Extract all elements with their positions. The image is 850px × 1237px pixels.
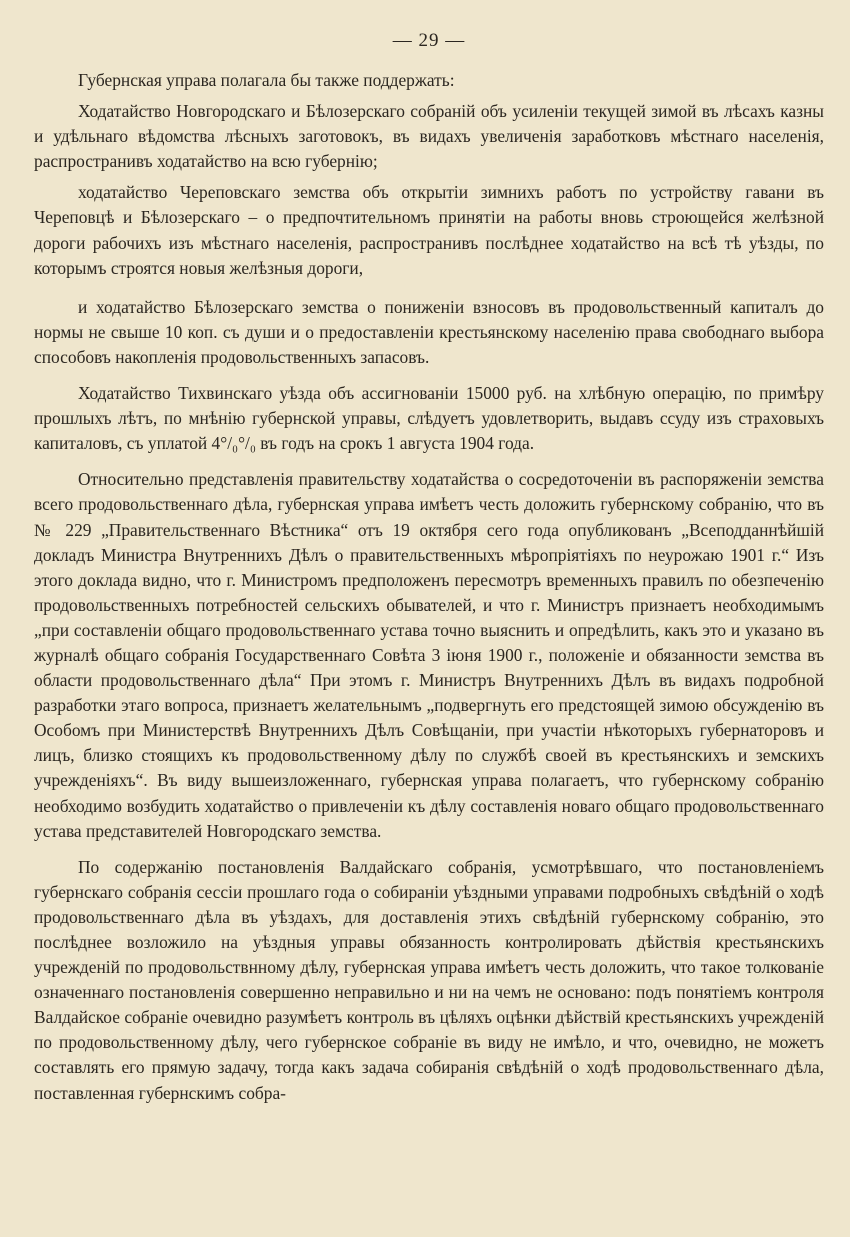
paragraph-novgorod-petition: Ходатайство Новгородскаго и Бѣлозерскаго собраній объ усиленіи текущей зимой въ лѣсахъ казны и удѣльнаго вѣдомства лѣсныхъ заготовокъ, въ видахъ увеличенія заработковъ мѣстнаго населенія, распространивъ ходатайство на всю губернію; bbox=[34, 101, 824, 172]
paragraph-belozersk-petition: и ходатайство Бѣлозерскаго земства о пониженіи взносовъ въ продовольственный капиталъ до нормы не свыше 10 коп. съ души и о предоставленіи крестьянскому населенію права свободнаго выбора способовъ накопленія продовольственныхъ запасовъ. bbox=[34, 296, 824, 367]
paragraph-intro: Губернская управа полагала бы также поддержать: bbox=[78, 70, 455, 90]
paragraph-valdai-resolution: По содержанію постановленія Валдайскаго собранія, усмотрѣвшаго, что постановленіемъ губернскаго собранія сессіи прошлаго года о собираніи уѣздными управами подробныхъ свѣдѣній о ходѣ продовольственнаго дѣла въ уѣздахъ, для доставленія этихъ свѣдѣній губернскому собранію, это послѣднее возложило на уѣздныя управы обязанность контролировать дѣйствія крестьянскихъ учрежденій по продовольствнному дѣлу, губернская управа имѣетъ честь доложить, что такое толкованіе означеннаго постановленія совершенно неправильно и ни на чемъ не основано: подъ понятіемъ контроля Валдайское собраніе очевидно разумѣетъ контроль въ цѣляхъ оцѣнки дѣйствій крестьянскихъ учрежденій по продовольственному дѣлу, чего губернское собраніе въ виду не имѣло, и что, очевидно, не можетъ составлять его прямую задачу, тогда какъ задача собиранія свѣдѣній о ходѣ продовольственнаго дѣла, поставленная губернскимъ собра- bbox=[34, 856, 824, 1103]
paragraph-cherepovets-petition: ходатайство Череповскаго земства объ открытіи зимнихъ работъ по устройству гавани въ Череповцѣ и Бѣлозерскаго – о предпочтительномъ принятіи на работы вновь строющейся желѣзной дороги рабочихъ изъ мѣстнаго населенія, распространивъ послѣднее ходатайство на всѣ тѣ уѣзды, по которымъ строятся новыя желѣзныя дороги, bbox=[34, 182, 824, 278]
paragraph-food-supply-petition: Относительно представленія правительству ходатайства о сосредоточеніи въ распоряженіи земства всего продовольственнаго дѣла, губернская управа имѣетъ честь доложить губернскому собранію, что въ № 229 „Правительственнаго Вѣстника“ отъ 19 октября сего года опубликованъ „Всеподданнѣйшій докладъ Министра Внутреннихъ Дѣлъ о правительственныхъ мѣропріятіяхъ по неурожаю 1901 г.“ Изъ этого доклада видно, что г. Министромъ предположенъ пересмотръ временныхъ правилъ по обезпеченію продовольственныхъ потребностей сельскихъ обывателей, и что г. Министръ признаетъ необходимымъ „при составленіи общаго продовольственнаго устава точно выяснить и опредѣлить, какъ это и указано въ журналѣ общаго собранія Государственнаго Совѣта 3 іюня 1900 г., положеніе и обязанности земства въ области продовольственнаго дѣла“ При этомъ г. Министръ Внутреннихъ Дѣлъ въ видахъ подробной разработки этаго вопроса, признаетъ желательнымъ „подвергнуть его предстоящей зимою обсужденію въ Особомъ при Министерствѣ Внутреннихъ Дѣлъ Совѣщаніи, при участіи нѣкоторыхъ губернаторовъ и лицъ, близко стоящихъ къ продовольственному дѣлу по службѣ своей въ крестьянскихъ и земскихъ учрежденіяхъ“. Въ виду вышеизложеннаго, губернская управа полагаетъ, что губернскому собранію необходимо возбудить ходатайство о привлеченіи къ дѣлу составленія новаго общаго продовольственнаго устава представителей Новгородскаго земства. bbox=[34, 469, 824, 841]
paragraph-tikhvin-petition: Ходатайство Тихвинскаго уѣзда объ ассигнованіи 15000 руб. на хлѣбную операцію, по примѣру прошлыхъ лѣтъ, по мнѣнію губернской управы, слѣдуетъ удовлетворить, выдавъ ссуду изъ страховыхъ капиталовъ, съ уплатой 4°/₀°/₀ въ годъ на срокъ 1 августа 1904 года. bbox=[34, 383, 824, 454]
page-number: — 29 — bbox=[392, 30, 466, 51]
